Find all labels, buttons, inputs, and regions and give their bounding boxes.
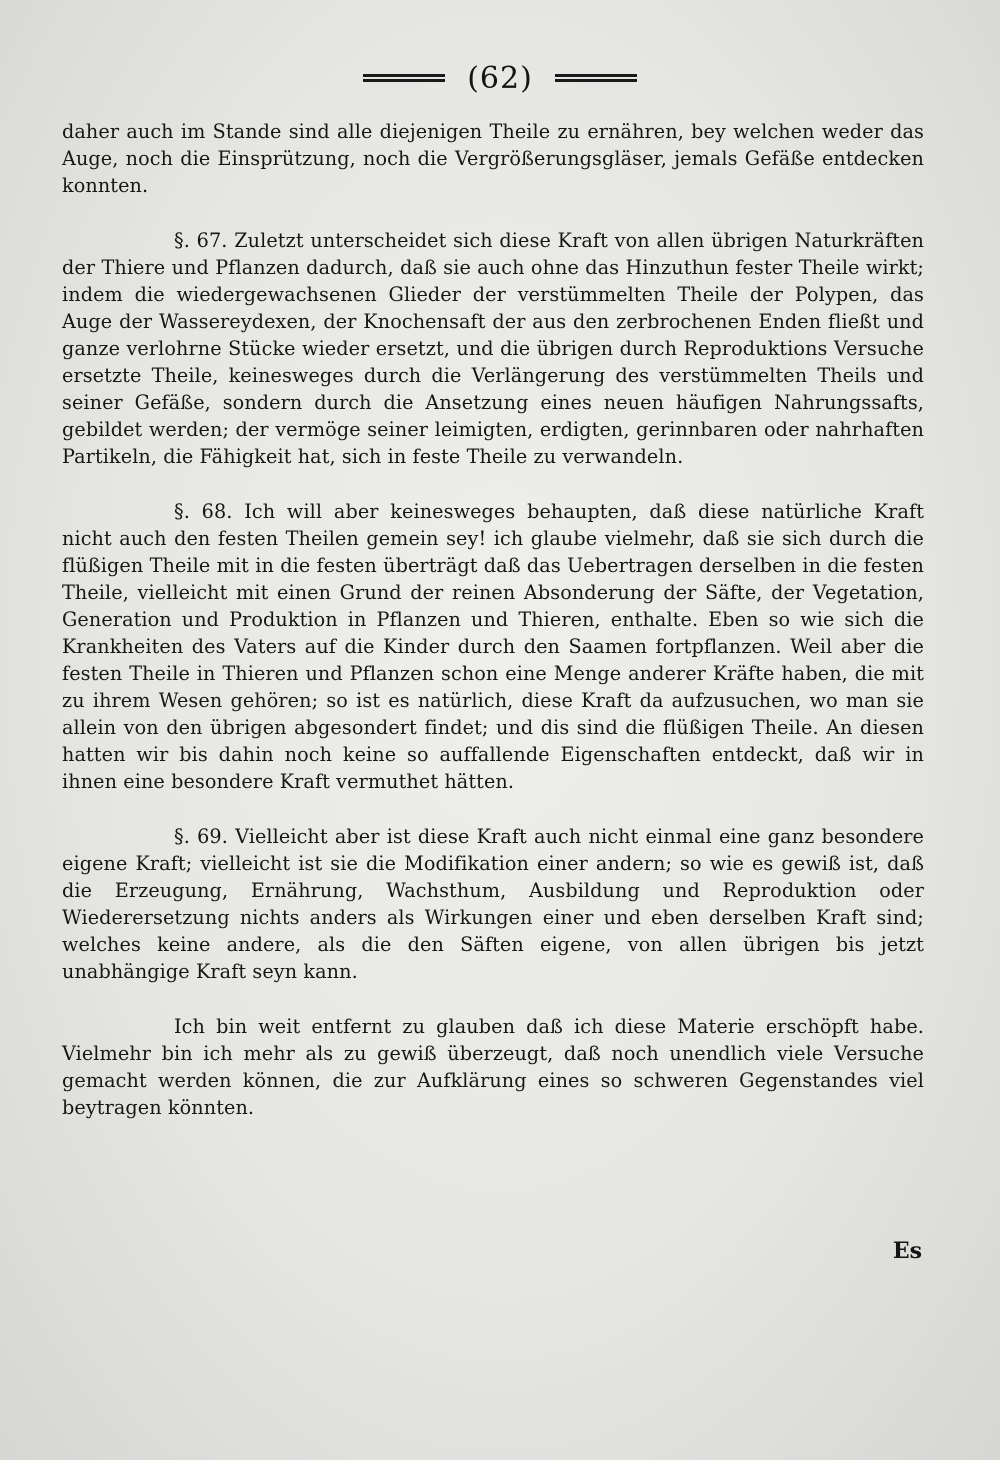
paragraph-continuation: daher auch im Stande sind alle diejenigen Theile zu ernähren, bey welchen weder das Auge, noch die Einsprützung, noch die Vergrößerungsgläser, jemals Gefäße entdecken konnten.	[62, 120, 924, 197]
paragraph-section-67: §. 67. Zuletzt unterscheidet sich diese Kraft von allen übrigen Naturkräften der Thiere und Pflanzen dadurch, daß sie auch ohne das Hinzuthun fester Theile wirkt; indem die wiedergewachsenen Glieder der verstümmelten Theile der Polypen, das Auge der Wassereydexen, der Knochensaft der aus den zerbrochenen Enden fließt und ganze verlohrne Stücke wieder ersetzt, und die übrigen durch Reproduktions Versuche ersetzte Theile, keinesweges durch die Verlängerung des verstümmelten Theils und seiner Gefäße, sondern durch die Ansetzung eines neuen häufigen Nahrungssafts, gebildet werden; der vermöge seiner leimigten, erdigten, gerinnbaren oder nahrhaften Partikeln, die Fähigkeit hat, sich in feste Theile zu verwandeln.	[62, 229, 924, 468]
page-body	[62, 118, 924, 1121]
catchword: Es	[892, 1238, 922, 1264]
header-rule-left	[363, 74, 445, 82]
page-header	[0, 58, 1000, 98]
page-number: (62)	[467, 60, 533, 96]
paragraph-closing: Ich bin weit entfernt zu glauben daß ich diese Materie erschöpft habe. Vielmehr bin ich mehr als zu gewiß überzeugt, daß noch unendlich viele Versuche gemacht werden können, die zur Aufklärung eines so schweren Gegenstandes viel beytragen könnten.	[62, 1015, 924, 1119]
header-rule-right	[555, 74, 637, 82]
paragraph-section-68: §. 68. Ich will aber keinesweges behaupten, daß diese natürliche Kraft nicht auch den festen Theilen gemein sey! ich glaube vielmehr, daß sie sich durch die flüßigen Theile mit in die festen überträgt daß das Uebertragen derselben in die festen Theile, vielleicht mit einen Grund der reinen Absonderung der Säfte, der Vegetation, Generation und Produktion in Pflanzen und Thieren, enthalte. Eben so wie sich die Krankheiten des Vaters auf die Kinder durch den Saamen fortpflanzen. Weil aber die festen Theile in Thieren und Pflanzen schon eine Menge anderer Kräfte haben, die mit zu ihrem Wesen gehören; so ist es natürlich, diese Kraft da aufzusuchen, wo man sie allein von den übrigen abgesondert findet; und dis sind die flüßigen Theile. An diesen hatten wir bis dahin noch keine so auffallende Eigenschaften entdeckt, daß wir in ihnen eine besondere Kraft vermuthet hätten.	[62, 500, 924, 793]
paragraph-section-69: §. 69. Vielleicht aber ist diese Kraft auch nicht einmal eine ganz besondere eigene Kraft; vielleicht ist sie die Modifikation einer andern; so wie es gewiß ist, daß die Erzeugung, Ernährung, Wachsthum, Ausbildung und Reproduktion oder Wiederersetzung nichts anders als Wirkungen einer und eben derselben Kraft sind; welches keine andere, als die den Säften eigene, von allen übrigen bis jetzt unabhängige Kraft seyn kann.	[62, 825, 924, 983]
